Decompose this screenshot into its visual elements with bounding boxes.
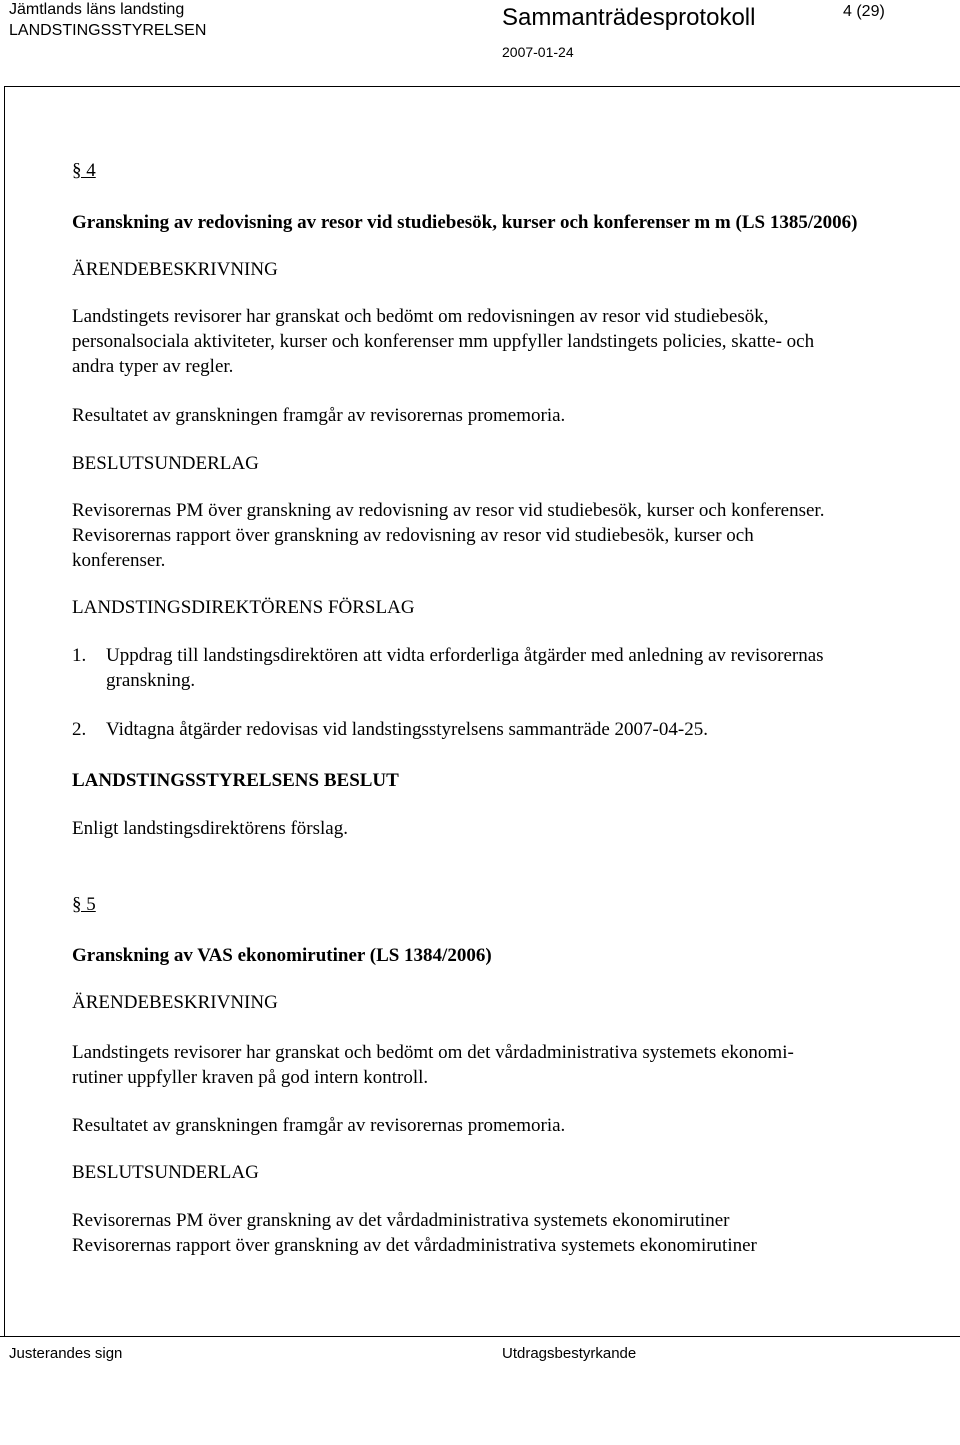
footer-divider: [0, 1336, 960, 1337]
signature-label: Justerandes sign: [9, 1345, 123, 1362]
section-5-result: Resultatet av granskningen framgår av revisorernas promemoria.: [72, 1115, 566, 1136]
proposal-item-2: [72, 717, 932, 742]
proposal-item-1-number: 1.: [72, 645, 87, 666]
proposal-item-2-number: 2.: [72, 719, 87, 740]
section-4-result: Resultatet av granskningen framgår av revisorernas promemoria.: [72, 405, 566, 426]
section-4-basis-heading: BESLUTSUNDERLAG: [72, 453, 259, 474]
section-4-decision-heading: LANDSTINGSSTYRELSENS BESLUT: [72, 770, 399, 791]
section-4-title: Granskning av redovisning av resor vid studiebesök, kurser och konferenser m m (LS 1385/2006): [72, 212, 858, 233]
section-4-case-line-2: personalsociala aktiviteter, kurser och konferenser mm uppfyller landstingets policies, skatte- och: [72, 331, 815, 352]
document-type: Sammanträdesprotokoll: [502, 4, 756, 31]
section-5-case-line-2: rutiner uppfyller kraven på god intern kontroll.: [72, 1067, 429, 1088]
section-4-proposal-heading: LANDSTINGSDIREKTÖRENS FÖRSLAG: [72, 597, 415, 618]
section-4-decision: Enligt landstingsdirektörens förslag.: [72, 818, 348, 839]
section-5-case-line-1: Landstingets revisorer har granskat och bedömt om det vårdadministrativa systemets ekonomi-: [72, 1042, 794, 1063]
left-margin-rule: [4, 86, 5, 1336]
document-date: 2007-01-24: [502, 44, 574, 60]
board-name: LANDSTINGSSTYRELSEN: [9, 22, 207, 39]
section-4-number: § 4: [72, 160, 96, 181]
page-number: 4 (29): [843, 3, 885, 20]
section-4-basis-line-2: Revisorernas rapport över granskning av redovisning av resor vid studiebesök, kurser och: [72, 525, 754, 546]
section-4-case-line-1: Landstingets revisorer har granskat och bedömt om redovisningen av resor vid studiebesök,: [72, 306, 769, 327]
proposal-item-1-line-1: Uppdrag till landstingsdirektören att vidta erforderliga åtgärder med anledning av revisorernas: [106, 645, 824, 666]
section-5-title: Granskning av VAS ekonomirutiner (LS 1384/2006): [72, 945, 492, 966]
proposal-item-1: [72, 643, 932, 693]
header-divider: [4, 86, 960, 87]
section-4-case-line-3: andra typer av regler.: [72, 356, 234, 377]
section-4-case-heading: ÄRENDEBESKRIVNING: [72, 259, 278, 280]
proposal-item-1-line-2: granskning.: [106, 670, 196, 691]
section-4-basis-line-3: konferenser.: [72, 550, 166, 571]
section-5-case-heading: ÄRENDEBESKRIVNING: [72, 992, 278, 1013]
certification-label: Utdragsbestyrkande: [502, 1345, 637, 1362]
organization-name: Jämtlands läns landsting: [9, 1, 185, 18]
section-4-basis-line-1: Revisorernas PM över granskning av redovisning av resor vid studiebesök, kurser och konferenser.: [72, 500, 825, 521]
section-5-basis-line-1: Revisorernas PM över granskning av det vårdadministrativa systemets ekonomirutiner: [72, 1210, 730, 1231]
section-5-number: § 5: [72, 894, 96, 915]
section-5-basis-heading: BESLUTSUNDERLAG: [72, 1162, 259, 1183]
section-5-basis-line-2: Revisorernas rapport över granskning av det vårdadministrativa systemets ekonomirutiner: [72, 1235, 757, 1256]
proposal-item-2-line-1: Vidtagna åtgärder redovisas vid landstingsstyrelsens sammanträde 2007-04-25.: [106, 719, 708, 740]
